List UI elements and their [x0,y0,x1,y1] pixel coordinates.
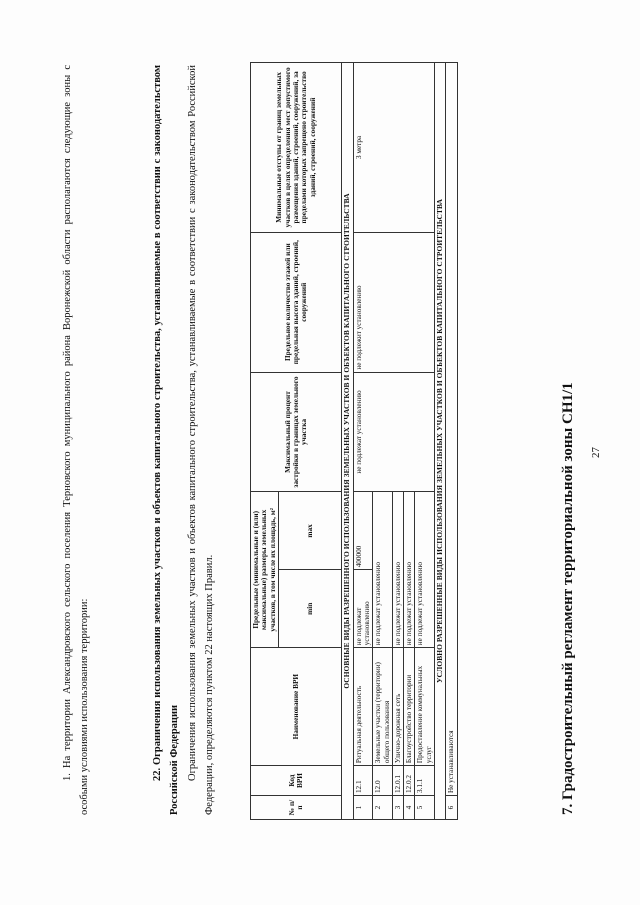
section-row-main [342,63,354,820]
row-floors: не подлежит установлению [353,232,434,372]
row-min: не подлежат установлению [353,570,373,648]
section-cond-label: УСЛОВНО РАЗРЕШЕННЫЕ ВИДЫ ИСПОЛЬЗОВАНИЯ ЗЕМЕЛЬНЫХ УЧАСТКОВ И ОБЪЕКТОВ КАПИТАЛЬНОГО СТРОИТЕЛЬСТВА [434,63,446,820]
row-area: не подлежат установлению [415,492,435,648]
row-code: 12.0.2 [404,766,415,796]
row-max: 400000 [353,492,373,570]
row-code: 12.0 [373,766,393,796]
header-setback: Минимальные отступы от границ земельных участков в целях определения мест допустимого размещения зданий, строений, сооружений, за пределами которых запрещено строительство зданий, строений, сооружений [251,63,342,233]
regulation-table [250,62,458,820]
header-num: № п/п [251,796,342,820]
row-num: 1 [353,796,373,820]
row-area: не подлежат установлению [404,492,415,648]
header-code: Код ВРИ [251,766,342,796]
page-number: 27 [590,447,602,458]
page-title: 7. Градостроительный регламент территориальной зоны СН1/1 [560,382,576,815]
heading-section-22: 22. Ограничения использования земельных участков и объектов капитального строительства, устанавливаемые в соответствии с законодательством Российской Федерации [152,65,180,815]
row-area: не подлежат установлению [392,492,403,648]
header-max: max [279,492,342,570]
row-name: Ритуальная деятельность [353,648,373,766]
row-setback: 3 метра [353,63,434,233]
row-num: 5 [415,796,435,820]
section-main-label: ОСНОВНЫЕ ВИДЫ РАЗРЕШЕННОГО ИСПОЛЬЗОВАНИЯ ЗЕМЕЛЬНЫХ УЧАСТКОВ И ОБЪЕКТОВ КАПИТАЛЬНОГО СТРОИТЕЛЬСТВА [342,63,354,820]
row-num: 4 [404,796,415,820]
row-name: Улично-дорожная сеть [392,648,403,766]
paragraph-restrictions: Ограничения использования земельных участков и объектов капитального строительства, устанавливаемые в соответствии с законодательством Российской Федерации, определяются пунктом 22 настоящих Правил. [187,65,215,815]
row-name: Благоустройство территории [404,648,415,766]
header-min: min [279,570,342,648]
section-row-conditional [434,63,446,820]
header-name: Наименование ВРИ [251,648,342,766]
header-floors: Предельное количество этажей или предельная высота зданий, строений, сооружений [251,232,342,372]
row-code: 12.1 [353,766,373,796]
row-name: Предоставление коммунальных услуг [415,648,435,766]
paragraph-zones: 1. На территории Александровского сельского поселения Терновского муниципального района Воронежской области располагаются следующие зоны с особыми условиями использования территории: [62,65,90,815]
row-num: 3 [392,796,403,820]
table-row [446,63,457,820]
row-area: не подлежат установлению [373,492,393,648]
row-num: 2 [373,796,393,820]
row-percent: не подлежат установлению [353,372,434,492]
row-name: Земельные участки (территории) общего пользования [373,648,393,766]
row-num: 6 [446,796,457,820]
row-code: 3.1.1 [415,766,435,796]
header-area: Предельные (минимальные и (или) максимальные) размеры земельных участков, в том числе их площадь, м² [251,492,279,648]
table-row [353,63,373,820]
row-code: 12.0.1 [392,766,403,796]
row-text: Не устанавливаются [446,63,457,796]
header-percent: Максимальный процент застройки в границах земельного участка [251,372,342,492]
header-row [251,63,279,820]
